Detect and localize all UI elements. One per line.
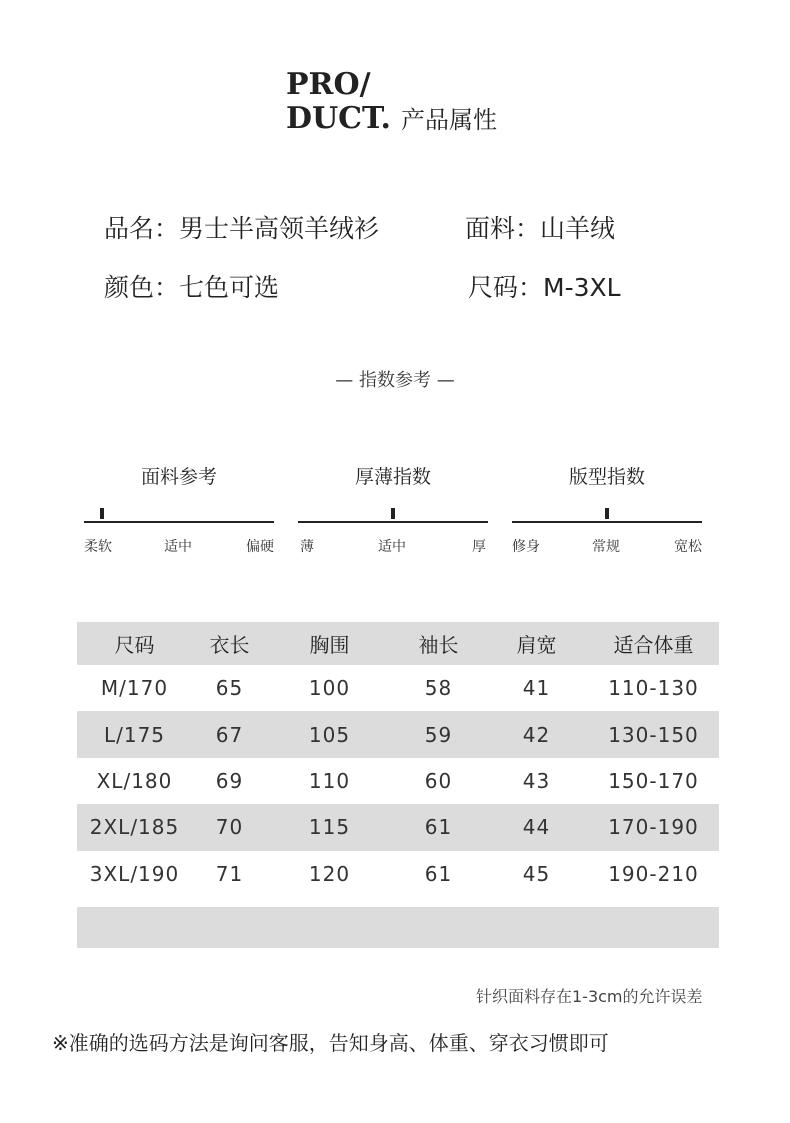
index-scale [512, 498, 702, 528]
table-cell: 150-170 [608, 768, 699, 793]
table-cell: XL/180 [96, 768, 173, 793]
attr-color: 颜色：七色可选 [104, 273, 280, 302]
table-row [77, 804, 719, 850]
table-cell: 43 [522, 768, 551, 793]
scale-bar [512, 521, 702, 523]
scale-bar [84, 521, 274, 523]
table-row [77, 758, 719, 804]
table-cell: 190-210 [608, 861, 699, 886]
attr-name: 品名：男士半高领羊绒衫 [104, 214, 380, 243]
index-title: 版型指数 [568, 466, 645, 488]
brand-line2: DUCT. [286, 101, 391, 136]
table-cell: 105 [267, 711, 392, 757]
table-cell: 110-130 [608, 676, 699, 701]
attr-material: 面料：山羊绒 [465, 214, 616, 243]
attr-size: 尺码：M-3XL [468, 273, 621, 302]
table-cell: 61 [424, 861, 453, 886]
table-cell: 41 [522, 676, 551, 701]
index-fabric [84, 462, 274, 556]
table-row [77, 711, 719, 757]
table-cell: 45 [522, 861, 551, 886]
header-chest: 胸围 [267, 622, 392, 665]
table-cell: 130-150 [588, 711, 719, 757]
header-length: 衣长 [192, 622, 267, 665]
scale-marker [391, 508, 395, 519]
header-shoulder: 肩宽 [485, 622, 588, 665]
table-cell: 70 [192, 804, 267, 850]
scale-label-high: 厚 [472, 539, 486, 555]
tolerance-note: 针织面料存在1-3cm的允许误差 [476, 987, 703, 1006]
table-cell: 2XL/185 [77, 804, 192, 850]
table-cell: 110 [308, 768, 351, 793]
index-thickness [298, 462, 488, 556]
brand-title [286, 68, 497, 137]
table-cell: 3XL/190 [89, 861, 180, 886]
table-cell: 115 [267, 804, 392, 850]
scale-label-mid: 适中 [378, 539, 406, 555]
index-fit [512, 462, 702, 556]
index-scale [298, 498, 488, 528]
index-scale [84, 498, 274, 528]
table-cell: 44 [485, 804, 588, 850]
page-subtitle: 产品属性 [400, 106, 497, 134]
table-cell: 100 [308, 676, 351, 701]
table-header-row [77, 622, 719, 665]
scale-label-mid: 适中 [164, 539, 192, 555]
header-weight: 适合体重 [588, 622, 719, 665]
table-cell: 65 [215, 676, 244, 701]
scale-labels [84, 536, 274, 556]
scale-label-low: 薄 [300, 539, 314, 555]
table-cell: 170-190 [588, 804, 719, 850]
table-cell: 67 [192, 711, 267, 757]
scale-marker [100, 508, 104, 519]
table-cell: 42 [485, 711, 588, 757]
table-row [77, 665, 719, 711]
index-title: 厚薄指数 [354, 466, 431, 488]
scale-marker [605, 508, 609, 519]
advice-note: ※准确的选码方法是询问客服，告知身高、体重、穿衣习惯即可 [52, 1031, 609, 1055]
scale-label-low: 柔软 [84, 539, 112, 555]
header-sleeve: 袖长 [392, 622, 485, 665]
header-size: 尺码 [77, 622, 192, 665]
table-cell: 71 [215, 861, 244, 886]
scale-bar [298, 521, 488, 523]
table-row [77, 851, 719, 897]
scale-label-low: 修身 [512, 539, 540, 555]
table-cell: 59 [392, 711, 485, 757]
scale-label-high: 偏硬 [246, 539, 274, 555]
table-cell: L/175 [77, 711, 192, 757]
index-title: 面料参考 [140, 466, 217, 488]
scale-label-mid: 常规 [592, 539, 620, 555]
scale-labels [298, 536, 488, 556]
table-cell: 69 [215, 768, 244, 793]
scale-label-high: 宽松 [674, 539, 702, 555]
table-cell: 60 [424, 768, 453, 793]
size-table [77, 622, 719, 897]
table-cell: 61 [392, 804, 485, 850]
table-cell: M/170 [100, 676, 169, 701]
scale-labels [512, 536, 702, 556]
section-title: — 指数参考 — [335, 370, 455, 391]
table-cell: 120 [308, 861, 351, 886]
table-footer-band [77, 907, 719, 948]
table-cell: 58 [424, 676, 453, 701]
brand-line1: PRO/ [286, 67, 371, 102]
